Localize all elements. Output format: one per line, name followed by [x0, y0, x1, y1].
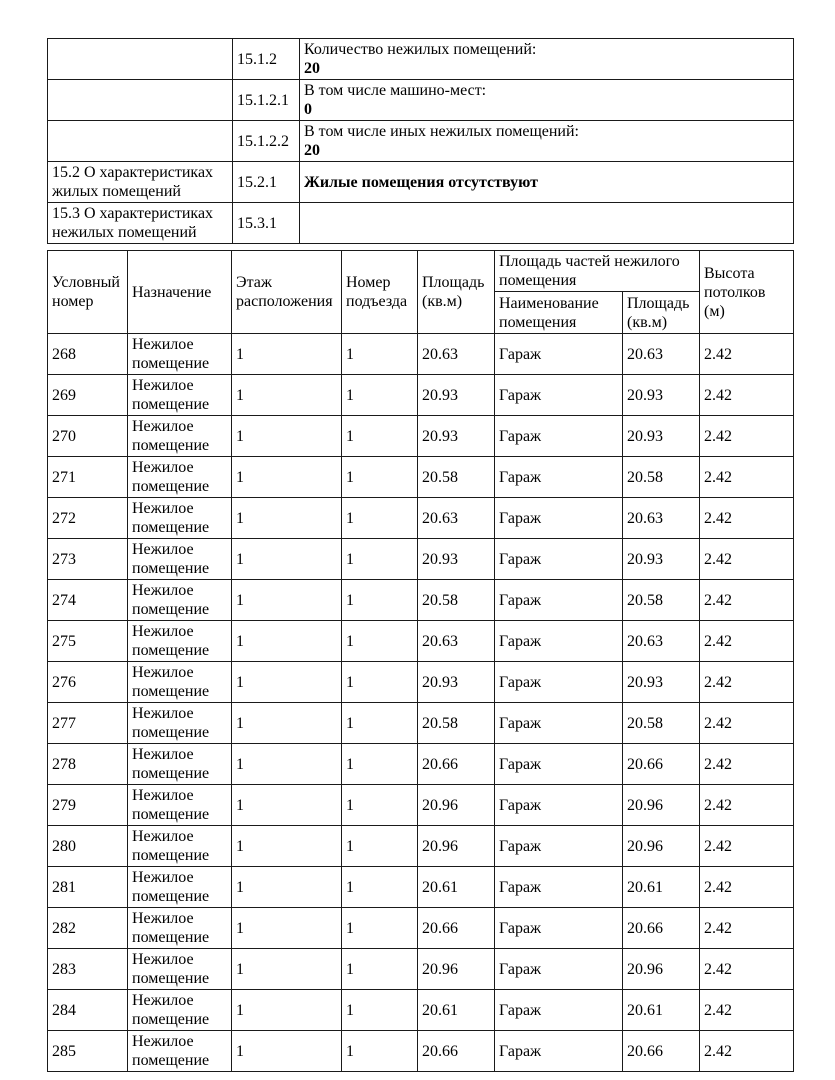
floor-cell: 1	[232, 826, 342, 867]
part-name-cell: Гараж	[495, 375, 623, 416]
part-name-cell: Гараж	[495, 908, 623, 949]
premises-row	[48, 457, 794, 498]
purpose-cell: Нежилое помещение	[128, 867, 232, 908]
floor-cell: 1	[232, 457, 342, 498]
section-code-cell: 15.2.1	[233, 162, 300, 203]
premises-row	[48, 580, 794, 621]
area-cell: 20.63	[418, 498, 495, 539]
entrance-cell: 1	[342, 908, 418, 949]
part-area-cell: 20.58	[623, 703, 700, 744]
part-area-cell: 20.96	[623, 785, 700, 826]
purpose-cell: Нежилое помещение	[128, 785, 232, 826]
section-code-cell: 15.3.1	[233, 203, 300, 244]
header-parts-group: Площадь частей нежилого помещения	[495, 251, 700, 292]
premises-row	[48, 908, 794, 949]
area-cell: 20.93	[418, 539, 495, 580]
part-name-cell: Гараж	[495, 703, 623, 744]
conditional-number-cell: 269	[48, 375, 128, 416]
floor-cell: 1	[232, 375, 342, 416]
conditional-number-cell: 281	[48, 867, 128, 908]
section-code-cell: 15.1.2	[233, 39, 300, 80]
header-entrance: Номер подъезда	[342, 251, 418, 334]
part-area-cell: 20.63	[623, 334, 700, 375]
premises-row	[48, 949, 794, 990]
purpose-cell: Нежилое помещение	[128, 580, 232, 621]
premises-table	[47, 250, 794, 1072]
part-name-cell: Гараж	[495, 744, 623, 785]
purpose-cell: Нежилое помещение	[128, 949, 232, 990]
section-title-cell	[48, 39, 233, 80]
section-value-cell	[300, 162, 794, 203]
ceiling-height-cell: 2.42	[700, 867, 794, 908]
part-name-cell: Гараж	[495, 416, 623, 457]
header-area: Площадь (кв.м)	[418, 251, 495, 334]
section-value-cell	[300, 39, 794, 80]
premises-row	[48, 498, 794, 539]
conditional-number-cell: 282	[48, 908, 128, 949]
section-title-cell: 15.2 О характеристиках жилых помещений	[48, 162, 233, 203]
purpose-cell: Нежилое помещение	[128, 539, 232, 580]
part-area-cell: 20.93	[623, 375, 700, 416]
part-area-cell: 20.93	[623, 416, 700, 457]
part-name-cell: Гараж	[495, 867, 623, 908]
entrance-cell: 1	[342, 375, 418, 416]
purpose-cell: Нежилое помещение	[128, 908, 232, 949]
info-row	[48, 203, 794, 244]
entrance-cell: 1	[342, 867, 418, 908]
purpose-cell: Нежилое помещение	[128, 375, 232, 416]
floor-cell: 1	[232, 908, 342, 949]
part-area-cell: 20.58	[623, 457, 700, 498]
entrance-cell: 1	[342, 785, 418, 826]
conditional-number-cell: 276	[48, 662, 128, 703]
field-value: 20	[304, 60, 320, 77]
ceiling-height-cell: 2.42	[700, 826, 794, 867]
part-name-cell: Гараж	[495, 457, 623, 498]
conditional-number-cell: 271	[48, 457, 128, 498]
part-area-cell: 20.93	[623, 539, 700, 580]
ceiling-height-cell: 2.42	[700, 703, 794, 744]
part-name-cell: Гараж	[495, 1031, 623, 1072]
conditional-number-cell: 277	[48, 703, 128, 744]
premises-row	[48, 990, 794, 1031]
floor-cell: 1	[232, 621, 342, 662]
area-cell: 20.66	[418, 1031, 495, 1072]
part-area-cell: 20.66	[623, 1031, 700, 1072]
area-cell: 20.58	[418, 457, 495, 498]
part-area-cell: 20.61	[623, 867, 700, 908]
floor-cell: 1	[232, 662, 342, 703]
premises-row	[48, 826, 794, 867]
part-name-cell: Гараж	[495, 621, 623, 662]
ceiling-height-cell: 2.42	[700, 580, 794, 621]
entrance-cell: 1	[342, 990, 418, 1031]
part-name-cell: Гараж	[495, 539, 623, 580]
part-area-cell: 20.66	[623, 908, 700, 949]
purpose-cell: Нежилое помещение	[128, 990, 232, 1031]
part-name-cell: Гараж	[495, 580, 623, 621]
part-area-cell: 20.96	[623, 826, 700, 867]
ceiling-height-cell: 2.42	[700, 662, 794, 703]
area-cell: 20.61	[418, 990, 495, 1031]
purpose-cell: Нежилое помещение	[128, 498, 232, 539]
ceiling-height-cell: 2.42	[700, 949, 794, 990]
purpose-cell: Нежилое помещение	[128, 1031, 232, 1072]
premises-row	[48, 785, 794, 826]
floor-cell: 1	[232, 539, 342, 580]
conditional-number-cell: 272	[48, 498, 128, 539]
ceiling-height-cell: 2.42	[700, 539, 794, 580]
header-floor: Этаж расположения	[232, 251, 342, 334]
ceiling-height-cell: 2.42	[700, 785, 794, 826]
premises-row	[48, 744, 794, 785]
ceiling-height-cell: 2.42	[700, 334, 794, 375]
premises-row	[48, 662, 794, 703]
field-value: 0	[304, 101, 312, 118]
floor-cell: 1	[232, 990, 342, 1031]
field-label: В том числе иных нежилых помещений:	[304, 123, 579, 140]
ceiling-height-cell: 2.42	[700, 375, 794, 416]
purpose-cell: Нежилое помещение	[128, 334, 232, 375]
area-cell: 20.93	[418, 375, 495, 416]
header-purpose: Назначение	[128, 251, 232, 334]
ceiling-height-cell: 2.42	[700, 990, 794, 1031]
part-area-cell: 20.93	[623, 662, 700, 703]
conditional-number-cell: 270	[48, 416, 128, 457]
section-value-cell	[300, 80, 794, 121]
section-title-cell	[48, 80, 233, 121]
premises-row	[48, 539, 794, 580]
ceiling-height-cell: 2.42	[700, 744, 794, 785]
ceiling-height-cell: 2.42	[700, 621, 794, 662]
part-area-cell: 20.96	[623, 949, 700, 990]
entrance-cell: 1	[342, 416, 418, 457]
entrance-cell: 1	[342, 826, 418, 867]
entrance-cell: 1	[342, 334, 418, 375]
premises-row	[48, 867, 794, 908]
conditional-number-cell: 268	[48, 334, 128, 375]
premises-row	[48, 621, 794, 662]
field-value: 20	[304, 142, 320, 159]
conditional-number-cell: 285	[48, 1031, 128, 1072]
header-ceiling-height: Высота потолков (м)	[700, 251, 794, 334]
area-cell: 20.96	[418, 949, 495, 990]
conditional-number-cell: 284	[48, 990, 128, 1031]
floor-cell: 1	[232, 580, 342, 621]
section-value-cell	[300, 121, 794, 162]
section-info-table	[47, 38, 794, 244]
part-area-cell: 20.61	[623, 990, 700, 1031]
section-title-cell	[48, 121, 233, 162]
purpose-cell: Нежилое помещение	[128, 416, 232, 457]
conditional-number-cell: 274	[48, 580, 128, 621]
ceiling-height-cell: 2.42	[700, 498, 794, 539]
field-label: Количество нежилых помещений:	[304, 41, 537, 58]
floor-cell: 1	[232, 1031, 342, 1072]
purpose-cell: Нежилое помещение	[128, 662, 232, 703]
conditional-number-cell: 280	[48, 826, 128, 867]
entrance-cell: 1	[342, 662, 418, 703]
header-conditional-number: Условный номер	[48, 251, 128, 334]
part-name-cell: Гараж	[495, 826, 623, 867]
floor-cell: 1	[232, 334, 342, 375]
floor-cell: 1	[232, 785, 342, 826]
area-cell: 20.96	[418, 826, 495, 867]
purpose-cell: Нежилое помещение	[128, 457, 232, 498]
premises-row	[48, 1031, 794, 1072]
header-part-area: Площадь (кв.м)	[623, 292, 700, 334]
entrance-cell: 1	[342, 744, 418, 785]
entrance-cell: 1	[342, 703, 418, 744]
entrance-cell: 1	[342, 498, 418, 539]
floor-cell: 1	[232, 744, 342, 785]
header-part-name: Наименование помещения	[495, 292, 623, 334]
conditional-number-cell: 275	[48, 621, 128, 662]
conditional-number-cell: 273	[48, 539, 128, 580]
info-row	[48, 39, 794, 80]
ceiling-height-cell: 2.42	[700, 457, 794, 498]
part-area-cell: 20.58	[623, 580, 700, 621]
entrance-cell: 1	[342, 457, 418, 498]
ceiling-height-cell: 2.42	[700, 908, 794, 949]
area-cell: 20.93	[418, 662, 495, 703]
section-value-cell	[300, 203, 794, 244]
section-code-cell: 15.1.2.1	[233, 80, 300, 121]
floor-cell: 1	[232, 949, 342, 990]
entrance-cell: 1	[342, 580, 418, 621]
field-value: Жилые помещения отсутствуют	[304, 173, 538, 191]
purpose-cell: Нежилое помещение	[128, 621, 232, 662]
area-cell: 20.63	[418, 621, 495, 662]
purpose-cell: Нежилое помещение	[128, 703, 232, 744]
conditional-number-cell: 278	[48, 744, 128, 785]
floor-cell: 1	[232, 867, 342, 908]
ceiling-height-cell: 2.42	[700, 416, 794, 457]
field-label: В том числе машино-мест:	[304, 82, 487, 99]
part-name-cell: Гараж	[495, 334, 623, 375]
area-cell: 20.58	[418, 703, 495, 744]
premises-row	[48, 416, 794, 457]
area-cell: 20.61	[418, 867, 495, 908]
part-area-cell: 20.63	[623, 621, 700, 662]
info-row	[48, 121, 794, 162]
entrance-cell: 1	[342, 949, 418, 990]
area-cell: 20.93	[418, 416, 495, 457]
floor-cell: 1	[232, 416, 342, 457]
section-code-cell: 15.1.2.2	[233, 121, 300, 162]
premises-row	[48, 334, 794, 375]
part-area-cell: 20.66	[623, 744, 700, 785]
info-row	[48, 162, 794, 203]
ceiling-height-cell: 2.42	[700, 1031, 794, 1072]
part-area-cell: 20.63	[623, 498, 700, 539]
premises-row	[48, 375, 794, 416]
conditional-number-cell: 283	[48, 949, 128, 990]
part-name-cell: Гараж	[495, 785, 623, 826]
purpose-cell: Нежилое помещение	[128, 744, 232, 785]
info-row	[48, 80, 794, 121]
premises-row	[48, 703, 794, 744]
part-name-cell: Гараж	[495, 498, 623, 539]
area-cell: 20.66	[418, 744, 495, 785]
part-name-cell: Гараж	[495, 949, 623, 990]
entrance-cell: 1	[342, 539, 418, 580]
part-name-cell: Гараж	[495, 990, 623, 1031]
entrance-cell: 1	[342, 621, 418, 662]
area-cell: 20.96	[418, 785, 495, 826]
floor-cell: 1	[232, 703, 342, 744]
area-cell: 20.58	[418, 580, 495, 621]
area-cell: 20.63	[418, 334, 495, 375]
purpose-cell: Нежилое помещение	[128, 826, 232, 867]
section-title-cell: 15.3 О характеристиках нежилых помещений	[48, 203, 233, 244]
entrance-cell: 1	[342, 1031, 418, 1072]
floor-cell: 1	[232, 498, 342, 539]
part-name-cell: Гараж	[495, 662, 623, 703]
conditional-number-cell: 279	[48, 785, 128, 826]
area-cell: 20.66	[418, 908, 495, 949]
